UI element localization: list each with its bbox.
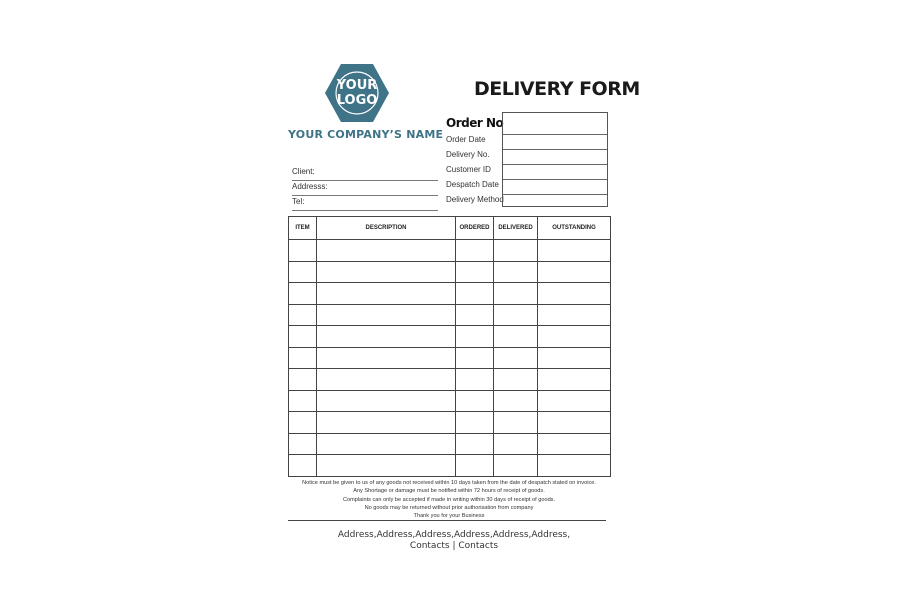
delivery-method-label: Delivery Method [446, 195, 504, 204]
delivery-form [288, 62, 640, 562]
table-row [289, 304, 611, 326]
description-cell[interactable] [317, 455, 456, 477]
tel-label: Tel: [292, 197, 305, 206]
terms-notes [288, 479, 610, 520]
outstanding-cell[interactable] [538, 283, 611, 305]
order-box-divider [503, 164, 607, 165]
company-name: YOUR COMPANY’S NAME [288, 128, 444, 141]
item-cell[interactable] [289, 347, 317, 369]
outstanding-cell[interactable] [538, 455, 611, 477]
order-box-divider [503, 194, 607, 195]
delivered-cell[interactable] [494, 369, 538, 391]
item-cell[interactable] [289, 433, 317, 455]
table-row [289, 390, 611, 412]
address-label: Addresss: [292, 182, 328, 191]
item-cell[interactable] [289, 283, 317, 305]
description-cell[interactable] [317, 326, 456, 348]
client-field[interactable] [292, 166, 438, 181]
table-row [289, 369, 611, 391]
item-cell[interactable] [289, 326, 317, 348]
ordered-cell[interactable] [456, 433, 494, 455]
description-cell[interactable] [317, 261, 456, 283]
ordered-cell[interactable] [456, 326, 494, 348]
outstanding-cell[interactable] [538, 369, 611, 391]
ordered-cell[interactable] [456, 240, 494, 262]
outstanding-cell[interactable] [538, 412, 611, 434]
ordered-cell[interactable] [456, 304, 494, 326]
items-table [288, 216, 611, 477]
order-date-label: Order Date [446, 135, 486, 144]
description-cell[interactable] [317, 390, 456, 412]
outstanding-cell[interactable] [538, 261, 611, 283]
order-box-divider [503, 179, 607, 180]
footer-divider [288, 520, 606, 521]
outstanding-cell[interactable] [538, 326, 611, 348]
delivered-cell[interactable] [494, 283, 538, 305]
item-cell[interactable] [289, 455, 317, 477]
delivered-cell[interactable] [494, 390, 538, 412]
client-label: Client: [292, 167, 315, 176]
note-line: Complaints can only be accepted if made in writing within 30 days of receipt of goods. [342, 496, 556, 503]
note-line: Notice must be given to us of any goods not received within 10 days taken from the date of despatch stated on invoice. [302, 480, 596, 486]
ordered-cell[interactable] [456, 412, 494, 434]
table-row [289, 455, 611, 477]
ordered-cell[interactable] [456, 369, 494, 391]
outstanding-cell[interactable] [538, 304, 611, 326]
order-no-label: Order No [446, 116, 504, 130]
customer-id-label: Customer ID [446, 165, 491, 174]
delivery-no-label: Delivery No. [446, 150, 490, 159]
outstanding-cell[interactable] [538, 347, 611, 369]
delivered-cell[interactable] [494, 433, 538, 455]
table-row [289, 261, 611, 283]
item-cell[interactable] [289, 240, 317, 262]
logo-line-2: LOGO [336, 93, 378, 108]
col-description-header: DESCRIPTION [317, 217, 456, 240]
item-cell[interactable] [289, 412, 317, 434]
note-line: No goods may be returned without prior authorisation from company [364, 504, 534, 511]
col-ordered-header: ORDERED [456, 217, 494, 240]
logo-line-1: YOUR [336, 78, 378, 93]
description-cell[interactable] [317, 283, 456, 305]
item-cell[interactable] [289, 304, 317, 326]
ordered-cell[interactable] [456, 347, 494, 369]
delivered-cell[interactable] [494, 347, 538, 369]
despatch-date-label: Despatch Date [446, 180, 499, 189]
table-row [289, 433, 611, 455]
outstanding-cell[interactable] [538, 390, 611, 412]
address-field[interactable] [292, 181, 438, 196]
delivered-cell[interactable] [494, 455, 538, 477]
delivered-cell[interactable] [494, 326, 538, 348]
ordered-cell[interactable] [456, 261, 494, 283]
order-box-divider [503, 134, 607, 135]
table-row [289, 412, 611, 434]
logo-text [324, 78, 390, 108]
table-row [289, 347, 611, 369]
footer-contact [288, 530, 620, 552]
delivered-cell[interactable] [494, 412, 538, 434]
tel-field[interactable] [292, 196, 438, 211]
description-cell[interactable] [317, 369, 456, 391]
col-item-header: ITEM [289, 217, 317, 240]
order-value-boxes [502, 112, 608, 207]
footer-address-line: Address,Address,Address,Address,Address,Address, [337, 530, 571, 540]
description-cell[interactable] [317, 347, 456, 369]
ordered-cell[interactable] [456, 455, 494, 477]
outstanding-cell[interactable] [538, 433, 611, 455]
form-title: DELIVERY FORM [474, 78, 640, 100]
description-cell[interactable] [317, 433, 456, 455]
description-cell[interactable] [317, 304, 456, 326]
items-table-body [289, 240, 611, 477]
outstanding-cell[interactable] [538, 240, 611, 262]
delivered-cell[interactable] [494, 304, 538, 326]
description-cell[interactable] [317, 412, 456, 434]
table-row [289, 326, 611, 348]
col-outstanding-header: OUTSTANDING [538, 217, 611, 240]
ordered-cell[interactable] [456, 390, 494, 412]
col-delivered-header: DELIVERED [494, 217, 538, 240]
item-cell[interactable] [289, 390, 317, 412]
ordered-cell[interactable] [456, 283, 494, 305]
footer-contacts-line: Contacts | Contacts [409, 541, 499, 551]
item-cell[interactable] [289, 261, 317, 283]
delivered-cell[interactable] [494, 240, 538, 262]
table-row [289, 240, 611, 262]
delivered-cell[interactable] [494, 261, 538, 283]
table-header-row [289, 217, 611, 240]
company-logo [324, 62, 390, 124]
description-cell[interactable] [317, 240, 456, 262]
note-line: Any Shortage or damage must be notified within 72 hours of receipt of goods. [353, 488, 545, 495]
item-cell[interactable] [289, 369, 317, 391]
order-box-divider [503, 149, 607, 150]
table-row [289, 283, 611, 305]
thank-you-note: Thank you for your Business [413, 513, 485, 520]
